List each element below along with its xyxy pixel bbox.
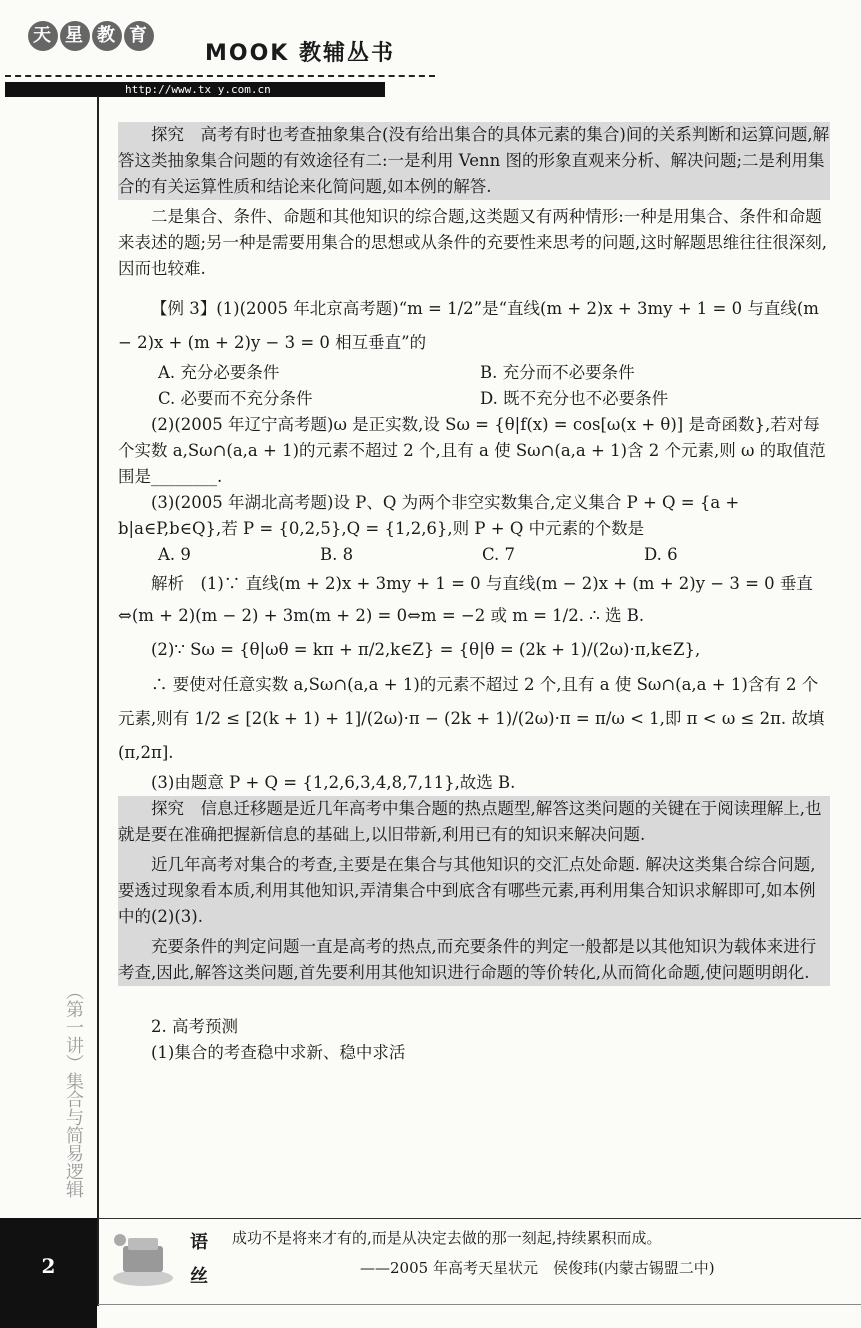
logo-seal: 育: [124, 21, 154, 51]
q3-options: [118, 542, 830, 568]
option-c: C. 必要而不充分条件: [158, 389, 313, 408]
footer-divider: [98, 1218, 861, 1219]
example-question-3: (3)(2005 年湖北高考题)设 P、Q 为两个非空实数集合,定义集合 P + Q = {a + b|a∈P,b∈Q},若 P = {0,2,5},Q = {1,2,6},则 P + Q 中元素的个数是: [118, 493, 740, 538]
option-c: C. 7: [482, 545, 516, 564]
solution-part-2-cont: ∴ 要使对任意实数 a,Sω∩(a,a + 1)的元素不超过 2 个,且有 a 使 Sω∩(a,a + 1)含有 2 个元素,则有 1/2 ≤ [2(k + 1) + 1]/(2ω)·π − (2k + 1)/(2ω)·π = π/ω < 1,即 π < ω ≤ 2π. 故填(π,2π].: [118, 675, 825, 762]
margin-rule: [97, 96, 99, 1306]
footer-quote: 成功不是将来才有的,而是从决定去做的那一刻起,持续累积而成。: [232, 1229, 662, 1247]
bottom-divider: [98, 1304, 861, 1305]
section-heading: 2. 高考预测: [151, 1017, 238, 1036]
example-question-1: 【例 3】(1)(2005 年北京高考题)“m = 1/2”是“直线(m + 2)x + 3my + 1 = 0 与直线(m − 2)x + (m + 2)y − 3 = 0 相互垂直”的: [118, 299, 819, 352]
example-question-2: (2)(2005 年辽宁高考题)ω 是正实数,设 Sω = {θ|f(x) = cos[ω(x + θ)] 是奇函数},若对每个实数 a,Sω∩(a,a + 1)的元素不超过 2 个,且有 a 使 Sω∩(a,a + 1)含 2 个元素,则 ω 的取值范围是________.: [118, 415, 826, 486]
page-number: 2: [0, 1218, 97, 1328]
option-d: D. 既不充分也不必要条件: [480, 389, 669, 408]
q1-options: [118, 360, 830, 412]
book-illustration-icon: [108, 1228, 178, 1290]
header-divider: [5, 75, 435, 77]
page-body: [118, 122, 830, 1066]
logo-seal: 星: [60, 21, 90, 51]
body-paragraph: 二是集合、条件、命题和其他知识的综合题,这类题又有两种情形:一种是用集合、条件和命题来表述的题;另一种是需要用集合的思想或从条件的充要性来思考的问题,这时解题思维往往很深刻,因而也较难.: [118, 207, 828, 278]
subsection-heading: (1)集合的考查稳中求新、稳中求活: [151, 1043, 406, 1062]
option-b: B. 充分而不必要条件: [480, 363, 635, 382]
solution-part-1: 解析 (1)∵ 直线(m + 2)x + 3my + 1 = 0 与直线(m − 2)x + (m + 2)y − 3 = 0 垂直⇔(m + 2)(m − 2) + 3m(m + 2) = 0⇔m = −2 或 m = 1/2. ∴ 选 B.: [118, 574, 813, 625]
explore-paragraph: 充要条件的判定问题一直是高考的热点,而充要条件的判定一般都是以其他知识为载体来进行考查,因此,解答这类问题,首先要利用其他知识进行命题的等价转化,从而简化命题,使问题明朗化.: [118, 937, 817, 982]
explore-paragraph: 探究 高考有时也考查抽象集合(没有给出集合的具体元素的集合)间的关系判断和运算问题,解答这类抽象集合问题的有效途径有二:一是利用 Venn 图的形象直观来分析、解决问题;二是利用集合的有关运算性质和结论来化简问题,如本例的解答.: [118, 122, 830, 200]
page-header: [0, 0, 861, 110]
option-a: A. 9: [158, 545, 191, 564]
quote-tag: 语丝: [190, 1232, 208, 1287]
chapter-spine-label: （第一讲）集合与简易逻辑: [63, 982, 84, 1198]
option-d: D. 6: [644, 545, 678, 564]
solution-part-3: (3)由题意 P + Q = {1,2,6,3,4,8,7,11},故选 B.: [151, 773, 516, 792]
explore-paragraph: 近几年高考对集合的考查,主要是在集合与其他知识的交汇点处命题. 解决这类集合综合问题,要透过现象看本质,利用其他知识,弄清集合中到底含有哪些元素,再利用集合知识求解即可,如本例中的(2)(3).: [118, 855, 816, 926]
logo-seal: 天: [28, 21, 58, 51]
option-a: A. 充分必要条件: [158, 363, 280, 382]
series-title: MOOK 教辅丛书: [205, 41, 396, 66]
explore-paragraph: 探究 信息迁移题是近几年高考中集合题的热点题型,解答这类问题的关键在于阅读理解上,也就是要在准确把握新信息的基础上,以旧带新,利用已有的知识来解决问题.: [118, 799, 822, 844]
solution-part-2: (2)∵ Sω = {θ|ωθ = kπ + π/2,k∈Z} = {θ|θ = (2k + 1)/(2ω)·π,k∈Z},: [151, 640, 701, 659]
option-b: B. 8: [320, 545, 354, 564]
explore-box: [118, 796, 830, 986]
quote-attribution: ——2005 年高考天星状元 侯俊玮(内蒙古锡盟二中): [360, 1259, 715, 1277]
logo-seal: 教: [92, 21, 122, 51]
website-url[interactable]: http://www.tx y.com.cn: [5, 82, 385, 97]
publisher-logo: [28, 18, 156, 51]
